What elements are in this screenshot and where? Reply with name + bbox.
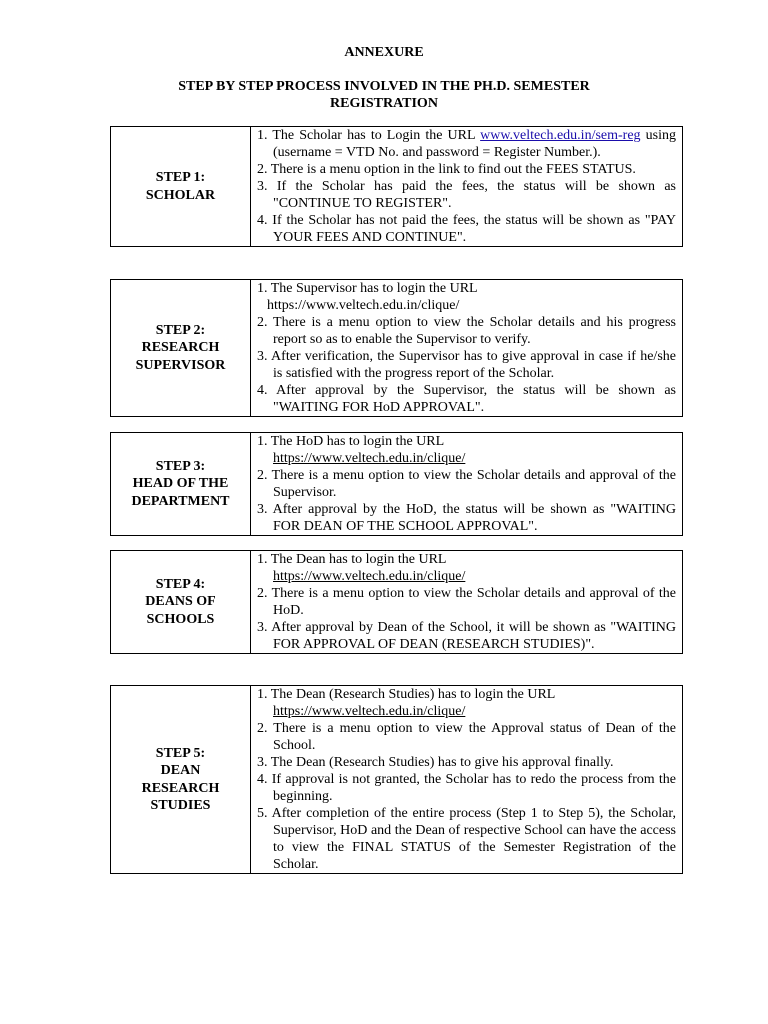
step-3-item-3: 3. After approval by the HoD, the status will be shown as "WAITING FOR DEAN OF THE SCHOOL APPROVAL". bbox=[257, 502, 676, 534]
step-5-item-1: 1. The Dean (Research Studies) has to login the URL bbox=[257, 687, 556, 702]
step-4-table bbox=[110, 550, 683, 654]
step-4-label-line: SCHOOLS bbox=[146, 611, 215, 627]
step-3-url-line bbox=[257, 450, 676, 467]
step-2-item-4: 4. After approval by the Supervisor, the status will be shown as "WAITING FOR HoD APPROVAL". bbox=[257, 383, 676, 415]
step-5-item-5: 5. After completion of the entire process (Step 1 to Step 5), the Scholar, Supervisor, HoD and the Dean of respective School can have the access to view the FINAL STATUS of the Semester Registration of the Scholar. bbox=[257, 806, 676, 872]
step-4-label bbox=[111, 551, 251, 654]
step-2-item-1: 1. The Supervisor has to login the URL bbox=[257, 281, 478, 296]
step-1-item-1-text-cont: using (username = VTD No. and password = Register Number.). bbox=[273, 128, 676, 160]
step-3-item-2: 2. There is a menu option to view the Scholar details and approval of the Supervisor. bbox=[257, 468, 676, 500]
step-4-item-3: 3. After approval by Dean of the School, it will be shown as "WAITING FOR APPROVAL OF DEAN (RESEARCH STUDIES)". bbox=[257, 620, 676, 652]
document-title-line2: REGISTRATION bbox=[330, 96, 438, 111]
step-5-table bbox=[110, 685, 683, 874]
step-5-label bbox=[111, 686, 251, 874]
step-5-label-line: STUDIES bbox=[150, 797, 211, 813]
step-1-content bbox=[251, 127, 683, 247]
step-1-item-4: 4. If the Scholar has not paid the fees, the status will be shown as "PAY YOUR FEES AND CONTINUE". bbox=[257, 213, 676, 245]
step-1-label-line: STEP 1: bbox=[155, 170, 206, 186]
sem-reg-link[interactable]: www.veltech.edu.in/sem-reg bbox=[480, 128, 641, 143]
step-3-label bbox=[111, 433, 251, 536]
step-2-content bbox=[251, 280, 683, 417]
step-1-table bbox=[110, 126, 683, 247]
step-4-url-line bbox=[257, 568, 676, 585]
clique-link[interactable]: https://www.veltech.edu.in/clique/ bbox=[273, 451, 466, 466]
clique-link[interactable]: https://www.veltech.edu.in/clique/ bbox=[273, 569, 466, 584]
clique-link[interactable]: https://www.veltech.edu.in/clique/ bbox=[273, 704, 466, 719]
step-3-item-1: 1. The HoD has to login the URL bbox=[257, 434, 445, 449]
document-title bbox=[0, 78, 768, 112]
step-1-item-1 bbox=[257, 127, 676, 161]
annexure-heading: ANNEXURE bbox=[344, 45, 424, 60]
step-2-table bbox=[110, 279, 683, 417]
step-2-label bbox=[111, 280, 251, 417]
step-3-table bbox=[110, 432, 683, 536]
step-5-label-line: DEAN bbox=[160, 763, 201, 779]
step-5-url-line bbox=[257, 703, 676, 720]
step-4-content bbox=[251, 551, 683, 654]
step-2-item-3: 3. After verification, the Supervisor has to give approval in case if he/she is satisfied with the progress report of the Scholar. bbox=[257, 349, 676, 381]
step-1-item-3: 3. If the Scholar has paid the fees, the status will be shown as "CONTINUE TO REGISTER". bbox=[257, 179, 676, 211]
step-4-item-1: 1. The Dean has to login the URL bbox=[257, 552, 447, 567]
step-2-label-line: STEP 2: bbox=[155, 323, 206, 339]
step-5-item-2: 2. There is a menu option to view the Approval status of Dean of the School. bbox=[257, 721, 676, 753]
step-1-item-2: 2. There is a menu option in the link to find out the FEES STATUS. bbox=[257, 162, 636, 177]
step-3-content bbox=[251, 433, 683, 536]
step-3-label-line: HEAD OF THE bbox=[132, 476, 229, 492]
step-5-content bbox=[251, 686, 683, 874]
clique-link[interactable]: https://www.veltech.edu.in/clique/ bbox=[267, 298, 460, 313]
step-4-label-line: STEP 4: bbox=[155, 577, 206, 593]
step-5-item-3: 3. The Dean (Research Studies) has to give his approval finally. bbox=[257, 755, 614, 770]
step-2-url-line bbox=[257, 297, 676, 314]
step-1-item-1-text: 1. The Scholar has to Login the URL bbox=[257, 128, 481, 143]
step-5-label-line: RESEARCH bbox=[141, 780, 220, 796]
step-5-item-4: 4. If approval is not granted, the Scholar has to redo the process from the beginning. bbox=[257, 772, 676, 804]
step-2-label-line: RESEARCH bbox=[141, 340, 220, 356]
step-2-item-2: 2. There is a menu option to view the Scholar details and his progress report so as to enable the Supervisor to verify. bbox=[257, 315, 676, 347]
step-3-label-line: STEP 3: bbox=[155, 459, 206, 475]
step-5-label-line: STEP 5: bbox=[155, 746, 206, 762]
step-1-label-line: SCHOLAR bbox=[145, 187, 216, 203]
step-1-label bbox=[111, 127, 251, 247]
step-2-label-line: SUPERVISOR bbox=[135, 357, 226, 373]
step-3-label-line: DEPARTMENT bbox=[131, 493, 230, 509]
step-4-label-line: DEANS OF bbox=[145, 594, 216, 610]
document-title-line1: STEP BY STEP PROCESS INVOLVED IN THE PH.D. SEMESTER bbox=[178, 79, 590, 94]
step-4-item-2: 2. There is a menu option to view the Scholar details and approval of the HoD. bbox=[257, 586, 676, 618]
